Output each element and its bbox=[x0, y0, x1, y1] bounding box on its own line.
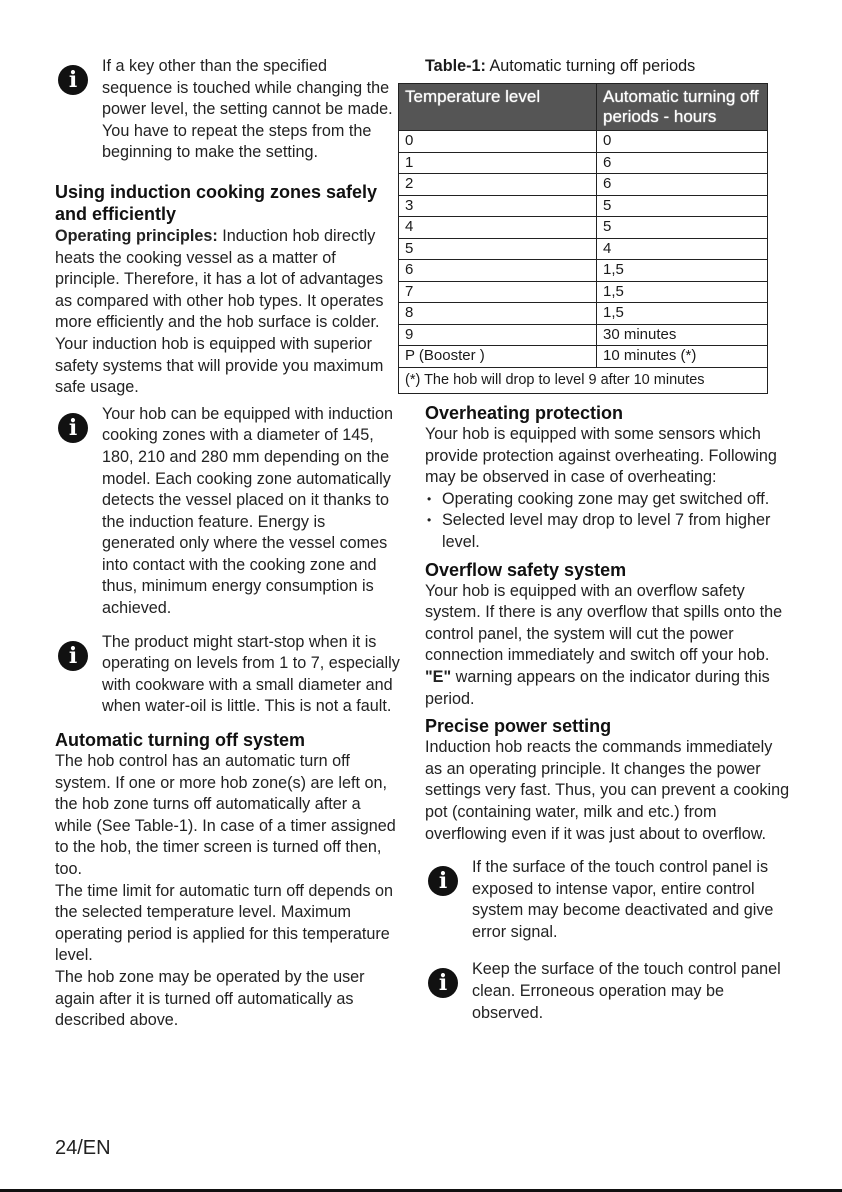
info-note bbox=[55, 56, 400, 164]
table-row bbox=[399, 346, 768, 368]
column-header: Temperature level bbox=[399, 84, 597, 131]
table-header-row bbox=[399, 84, 768, 131]
section-heading: Precise power setting bbox=[425, 716, 612, 737]
table-row bbox=[399, 303, 768, 325]
temperature-level-cell: 2 bbox=[399, 174, 597, 196]
column-header: Automatic turning off periods - hours bbox=[597, 84, 768, 131]
turn-off-period-cell: 1,5 bbox=[597, 260, 768, 282]
temperature-level-cell: 7 bbox=[399, 281, 597, 303]
table-row bbox=[399, 152, 768, 174]
table-row bbox=[399, 131, 768, 153]
info-note bbox=[425, 857, 790, 943]
temperature-level-cell: P (Booster ) bbox=[399, 346, 597, 368]
info-note bbox=[55, 404, 400, 620]
turn-off-period-cell: 10 minutes (*) bbox=[597, 346, 768, 368]
info-note bbox=[55, 632, 400, 718]
turn-off-period-cell: 0 bbox=[597, 131, 768, 153]
section-heading: Overheating protection bbox=[425, 403, 624, 423]
section-heading: Overflow safety system bbox=[425, 559, 627, 580]
table-row bbox=[399, 217, 768, 239]
paragraph-text: warning appears on the indicator during this period. bbox=[425, 667, 770, 708]
paragraph: Your hob is equipped with some sensors which provide protection against overheating. Following may be observed in case of overheating: bbox=[425, 425, 777, 487]
info-icon: i bbox=[58, 413, 88, 443]
note-text: If a key other than the specified sequence is touched while changing the power level, the setting cannot be made. You have to repeat the steps from the beginning to make the setting. bbox=[102, 57, 393, 162]
bullet-list bbox=[425, 489, 790, 554]
turn-off-period-cell: 4 bbox=[597, 238, 768, 260]
note-text: The product might start-stop when it is operating on levels from 1 to 7, especially with cookware with a small diameter and when water-oil is little. This is not a fault. bbox=[102, 632, 400, 716]
turn-off-period-cell: 5 bbox=[597, 195, 768, 217]
turn-off-period-cell: 1,5 bbox=[597, 303, 768, 325]
left-column bbox=[55, 56, 400, 1032]
operating-principles-text: Induction hob directly heats the cooking vessel as a matter of principle. Therefore, it has a lot of advantages as compared with other hob types. It operates more efficiently and the hob surface is colder. bbox=[55, 226, 384, 332]
table-caption: Automatic turning off periods bbox=[485, 57, 696, 75]
table-row bbox=[399, 238, 768, 260]
list-item: • Operating cooking zone may get switched off. bbox=[425, 489, 790, 511]
paragraph: Induction hob reacts the commands immediately as an operating principle. It changes the power settings very fast. Thus, you can prevent a cooking pot (containing water, milk and etc.) from overflowing even if it was just about to overflow. bbox=[425, 738, 790, 843]
turn-off-period-cell: 6 bbox=[597, 174, 768, 196]
section-heading: Automatic turning off system bbox=[55, 730, 306, 751]
warning-code: "E" bbox=[425, 667, 452, 686]
turn-off-period-cell: 6 bbox=[597, 152, 768, 174]
table-row bbox=[399, 324, 768, 346]
temperature-level-cell: 9 bbox=[399, 324, 597, 346]
info-icon: i bbox=[428, 866, 458, 896]
table-footnote-row bbox=[399, 367, 768, 394]
auto-off-table bbox=[398, 83, 768, 394]
info-icon: i bbox=[58, 641, 88, 671]
note-text: Your hob can be equipped with induction cooking zones with a diameter of 145, 180, 210 and 280 mm depending on the model. Each cooking zone automatically detects the vessel placed on it thanks to the induction feature. Energy is generated only where the vessel comes into contact with the cooking zone and thus, minimum energy consumption is achieved. bbox=[102, 404, 394, 618]
table-row bbox=[399, 281, 768, 303]
table-body bbox=[399, 131, 768, 394]
table-title bbox=[425, 56, 790, 77]
page-number: 24/EN bbox=[55, 1137, 111, 1159]
turn-off-period-cell: 30 minutes bbox=[597, 324, 768, 346]
right-column bbox=[405, 56, 790, 1024]
table-row bbox=[399, 174, 768, 196]
info-icon: i bbox=[58, 65, 88, 95]
temperature-level-cell: 5 bbox=[399, 238, 597, 260]
table-row bbox=[399, 260, 768, 282]
temperature-level-cell: 0 bbox=[399, 131, 597, 153]
info-icon: i bbox=[428, 968, 458, 998]
paragraph: The hob zone may be operated by the user again after it is turned off automatically as described above. bbox=[55, 967, 365, 1030]
temperature-level-cell: 4 bbox=[399, 217, 597, 239]
operating-principles-paragraph bbox=[55, 226, 400, 334]
table-footnote: (*) The hob will drop to level 9 after 10 minutes bbox=[399, 367, 768, 394]
temperature-level-cell: 8 bbox=[399, 303, 597, 325]
note-text: Keep the surface of the touch control panel clean. Erroneous operation may be observed. bbox=[472, 960, 781, 1022]
list-item: • Selected level may drop to level 7 from higher level. bbox=[425, 510, 790, 553]
paragraph-text: Your hob is equipped with an overflow safety system. If there is any overflow that spills onto the control panel, the system will cut the power connection immediately and switch off your hob. bbox=[425, 581, 783, 665]
operating-principles-label: Operating principles: bbox=[55, 226, 218, 245]
info-note bbox=[425, 959, 790, 1024]
table-row bbox=[399, 195, 768, 217]
temperature-level-cell: 6 bbox=[399, 260, 597, 282]
turn-off-period-cell: 5 bbox=[597, 217, 768, 239]
table-label: Table-1: bbox=[425, 57, 486, 75]
paragraph: The time limit for automatic turn off depends on the selected temperature level. Maximum operating period is applied for this temperature level. bbox=[55, 881, 394, 965]
temperature-level-cell: 3 bbox=[399, 195, 597, 217]
note-text: If the surface of the touch control panel is exposed to intense vapor, entire control system may become deactivated and give error signal. bbox=[472, 858, 774, 941]
paragraph: The hob control has an automatic turn off system. If one or more hob zone(s) are left on, the hob zone turns off automatically after a while (See Table-1). In case of a timer assigned to the hob, the timer screen is turned off then, too. bbox=[55, 752, 396, 878]
turn-off-period-cell: 1,5 bbox=[597, 281, 768, 303]
temperature-level-cell: 1 bbox=[399, 152, 597, 174]
paragraph bbox=[425, 581, 790, 711]
section-heading: Using induction cooking zones safely and efficiently bbox=[55, 181, 378, 224]
paragraph: Your induction hob is equipped with superior safety systems that will provide you maximum safe usage. bbox=[55, 334, 384, 397]
